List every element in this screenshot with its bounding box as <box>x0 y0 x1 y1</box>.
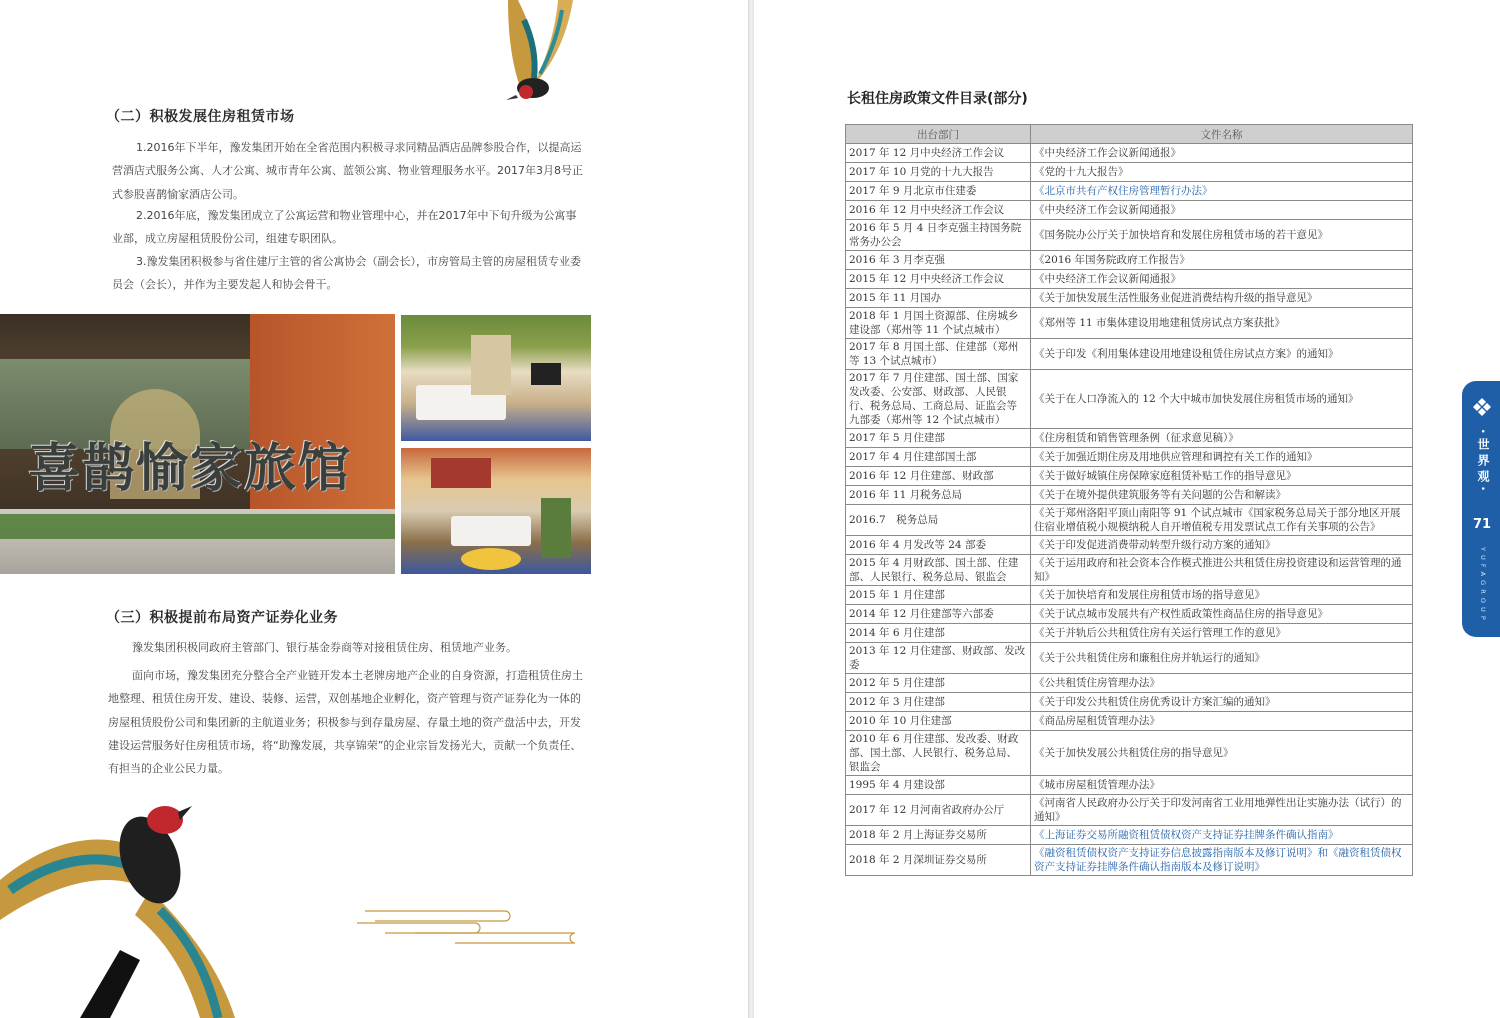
column-header-dept: 出台部门 <box>846 125 1031 144</box>
dept-cell: 2017 年 8 月国土部、住建部（郑州等 13 个试点城市） <box>846 339 1031 370</box>
table-row <box>846 693 1413 712</box>
table-row <box>846 182 1413 201</box>
document-cell: 《城市房屋租赁管理办法》 <box>1031 776 1413 795</box>
table-row <box>846 555 1413 586</box>
dept-cell: 2017 年 4 月住建部国土部 <box>846 448 1031 467</box>
document-cell: 《关于加快培育和发展住房租赁市场的指导意见》 <box>1031 586 1413 605</box>
document-cell: 《关于郑州洛阳平顶山南阳等 91 个试点城市《国家税务总局关于部分地区开展住宿业增值税小规模纳税人自开增值税专用发票试点工作有关事项的公告》 <box>1031 505 1413 536</box>
document-cell: 《关于运用政府和社会资本合作模式推进公共租赁住房投资建设和运营管理的通知》 <box>1031 555 1413 586</box>
dept-cell: 2016 年 3 月李克强 <box>846 251 1031 270</box>
table-row <box>846 776 1413 795</box>
dept-cell: 2016 年 12 月住建部、财政部 <box>846 467 1031 486</box>
hotel-entrance-photo <box>0 314 395 574</box>
table-row <box>846 429 1413 448</box>
document-cell: 《国务院办公厅关于加快培育和发展住房租赁市场的若干意见》 <box>1031 220 1413 251</box>
table-row <box>846 220 1413 251</box>
document-cell: 《关于加强近期住房及用地供应管理和调控有关工作的通知》 <box>1031 448 1413 467</box>
table-row <box>846 712 1413 731</box>
table-header-row <box>846 125 1413 144</box>
hotel-sign-text: 喜鹊愉家旅馆 <box>28 439 353 499</box>
swallow-illustration-top <box>478 0 608 110</box>
dept-cell: 2016 年 4 月发改等 24 部委 <box>846 536 1031 555</box>
document-cell[interactable]: 《上海证券交易所融资租赁债权资产支持证券挂牌条件确认指南》 <box>1031 826 1413 845</box>
side-tab <box>1462 381 1500 637</box>
section3-paragraph-2: 面向市场，豫发集团充分整合全产业链开发本土老牌房地产企业的自身资源，打造租赁住房土地整理、租赁住房开发、建设、装修、运营，双创基地企业孵化，资产管理与资产证券化为一体的房屋租赁股份公司和集团新的主航道业务；积极参与到存量房屋、存量土地的资产盘活中去，开发建设运营服务好住房租赁市场，将“助豫发展，共享锦荣”的企业宗旨发扬光大，贡献一个负责任、有担当的企业公民力量。 <box>108 669 583 776</box>
table-row <box>846 308 1413 339</box>
dept-cell: 2012 年 3 月住建部 <box>846 693 1031 712</box>
document-cell: 《关于印发促进消费带动转型升级行动方案的通知》 <box>1031 536 1413 555</box>
table-row <box>846 731 1413 776</box>
table-row <box>846 448 1413 467</box>
dept-cell: 2015 年 1 月住建部 <box>846 586 1031 605</box>
document-cell: 《中央经济工作会议新闻通报》 <box>1031 144 1413 163</box>
table-row <box>846 624 1413 643</box>
hotel-room-photo-2 <box>401 448 591 574</box>
side-tab-brand: Y U F A G R O U P <box>1479 547 1487 621</box>
dept-cell: 2012 年 5 月住建部 <box>846 674 1031 693</box>
document-cell: 《住房租赁和销售管理条例（征求意见稿）》 <box>1031 429 1413 448</box>
dept-cell: 2018 年 1 月国土资源部、住房城乡建设部（郑州等 11 个试点城市） <box>846 308 1031 339</box>
document-cell: 《关于公共租赁住房和廉租住房并轨运行的通知》 <box>1031 643 1413 674</box>
table-row <box>846 826 1413 845</box>
dept-cell: 2010 年 6 月住建部、发改委、财政部、国土部、人民银行、税务总局、银监会 <box>846 731 1031 776</box>
table-row <box>846 251 1413 270</box>
document-cell: 《公共租赁住房管理办法》 <box>1031 674 1413 693</box>
document-cell: 《党的十九大报告》 <box>1031 163 1413 182</box>
table-row <box>846 144 1413 163</box>
document-cell: 《关于加快发展生活性服务业促进消费结构升级的指导意见》 <box>1031 289 1413 308</box>
document-cell: 《关于并轨后公共租赁住房有关运行管理工作的意见》 <box>1031 624 1413 643</box>
table-row <box>846 643 1413 674</box>
table-row <box>846 505 1413 536</box>
document-cell: 《关于在境外提供建筑服务等有关问题的公告和解读》 <box>1031 486 1413 505</box>
section2-title: （二）积极发展住房租赁市场 <box>106 109 295 125</box>
dept-cell: 2016 年 11 月税务总局 <box>846 486 1031 505</box>
policy-table-body <box>846 144 1413 876</box>
table-row <box>846 536 1413 555</box>
cloud-line-ornament <box>355 905 585 945</box>
right-page <box>754 0 1500 1018</box>
document-cell: 《关于印发公共租赁住房优秀设计方案汇编的通知》 <box>1031 693 1413 712</box>
table-row <box>846 339 1413 370</box>
section3-title: （三）积极提前布局资产证券化业务 <box>106 610 338 626</box>
dept-cell: 2018 年 2 月深圳证券交易所 <box>846 845 1031 876</box>
diamond-logo-icon <box>1472 397 1492 417</box>
document-cell[interactable]: 《北京市共有产权住房管理暂行办法》 <box>1031 182 1413 201</box>
table-row <box>846 163 1413 182</box>
table-row <box>846 795 1413 826</box>
side-tab-label: · 世 界 观 · <box>1476 429 1490 491</box>
table-row <box>846 674 1413 693</box>
document-cell: 《关于试点城市发展共有产权性质政策性商品住房的指导意见》 <box>1031 605 1413 624</box>
document-cell: 《商品房屋租赁管理办法》 <box>1031 712 1413 731</box>
dept-cell: 2017 年 12 月中央经济工作会议 <box>846 144 1031 163</box>
document-cell: 《关于加快发展公共租赁住房的指导意见》 <box>1031 731 1413 776</box>
document-cell: 《河南省人民政府办公厅关于印发河南省工业用地弹性出让实施办法（试行）的通知》 <box>1031 795 1413 826</box>
dept-cell: 2016 年 5 月 4 日李克强主持国务院常务办公会 <box>846 220 1031 251</box>
document-cell: 《关于做好城镇住房保障家庭租赁补贴工作的指导意见》 <box>1031 467 1413 486</box>
section2-paragraph-3: 3.豫发集团积极参与省住建厅主管的省公寓协会（副会长），市房管局主管的房屋租赁专业委员会（会长），并作为主要发起人和协会骨干。 <box>112 255 581 292</box>
document-cell: 《中央经济工作会议新闻通报》 <box>1031 201 1413 220</box>
table-title: 长租住房政策文件目录(部分) <box>847 91 1028 107</box>
document-cell: 《2016 年国务院政府工作报告》 <box>1031 251 1413 270</box>
table-row <box>846 605 1413 624</box>
dept-cell: 2016.7 税务总局 <box>846 505 1031 536</box>
table-row <box>846 370 1413 429</box>
table-row <box>846 586 1413 605</box>
dept-cell: 2017 年 10 月党的十九大报告 <box>846 163 1031 182</box>
dept-cell: 2014 年 12 月住建部等六部委 <box>846 605 1031 624</box>
table-row <box>846 289 1413 308</box>
document-cell: 《关于印发《利用集体建设用地建设租赁住房试点方案》的通知》 <box>1031 339 1413 370</box>
section2-paragraph-1: 1.2016年下半年，豫发集团开始在全省范围内积极寻求同精品酒店品牌参股合作，以提高运营酒店式服务公寓、人才公寓、城市青年公寓、蓝领公寓、物业管理服务水平。2017年3月8号正式参股喜鹊愉家酒店公司。 <box>112 141 583 201</box>
dept-cell: 1995 年 4 月建设部 <box>846 776 1031 795</box>
dept-cell: 2015 年 11 月国办 <box>846 289 1031 308</box>
document-cell: 《关于在人口净流入的 12 个大中城市加快发展住房租赁市场的通知》 <box>1031 370 1413 429</box>
document-cell[interactable]: 《融资租赁债权资产支持证券信息披露指南版本及修订说明》和《融资租赁债权资产支持证券挂牌条件确认指南版本及修订说明》 <box>1031 845 1413 876</box>
dept-cell: 2015 年 12 月中央经济工作会议 <box>846 270 1031 289</box>
section2-paragraph-2: 2.2016年底，豫发集团成立了公寓运营和物业管理中心，并在2017年中下旬升级为公寓事业部，成立房屋租赁股份公司，组建专职团队。 <box>112 209 577 246</box>
dept-cell: 2015 年 4 月财政部、国土部、住建部、人民银行、税务总局、银监会 <box>846 555 1031 586</box>
dept-cell: 2017 年 5 月住建部 <box>846 429 1031 448</box>
table-row <box>846 201 1413 220</box>
dept-cell: 2017 年 7 月住建部、国土部、国家发改委、公安部、财政部、人民银行、税务总局、工商总局、证监会等九部委（郑州等 12 个试点城市） <box>846 370 1031 429</box>
table-row <box>846 270 1413 289</box>
dept-cell: 2010 年 10 月住建部 <box>846 712 1031 731</box>
dept-cell: 2018 年 2 月上海证券交易所 <box>846 826 1031 845</box>
policy-table <box>845 124 1413 876</box>
dept-cell: 2016 年 12 月中央经济工作会议 <box>846 201 1031 220</box>
table-row <box>846 845 1413 876</box>
dept-cell: 2014 年 6 月住建部 <box>846 624 1031 643</box>
document-cell: 《中央经济工作会议新闻通报》 <box>1031 270 1413 289</box>
section3-paragraph-1: 豫发集团积极同政府主管部门、银行基金券商等对接租赁住房、租赁地产业务。 <box>132 641 517 654</box>
dept-cell: 2013 年 12 月住建部、财政部、发改委 <box>846 643 1031 674</box>
swallow-illustration-bottom <box>0 790 270 1018</box>
document-cell: 《郑州等 11 市集体建设用地建租赁房试点方案获批》 <box>1031 308 1413 339</box>
dept-cell: 2017 年 9 月北京市住建委 <box>846 182 1031 201</box>
table-row <box>846 467 1413 486</box>
table-row <box>846 486 1413 505</box>
page-number: 71 <box>1472 517 1492 532</box>
hotel-room-photo-1 <box>401 315 591 441</box>
dept-cell: 2017 年 12 月河南省政府办公厅 <box>846 795 1031 826</box>
column-header-doc: 文件名称 <box>1031 125 1413 144</box>
